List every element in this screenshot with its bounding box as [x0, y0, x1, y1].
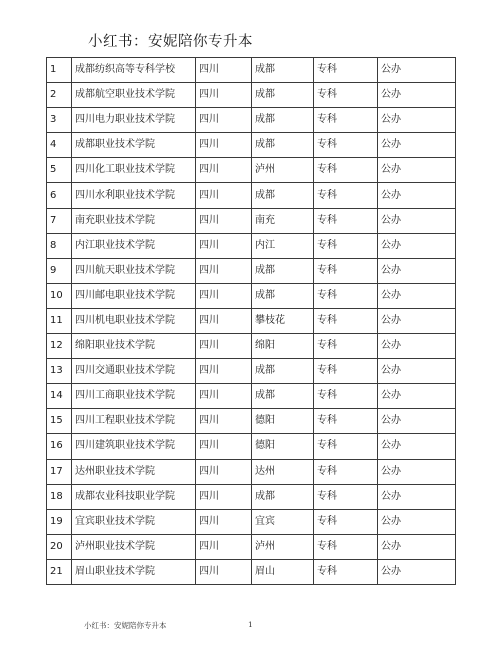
cell-ownership: 公办 [378, 258, 456, 283]
cell-ownership: 公办 [378, 158, 456, 183]
cell-city: 成都 [252, 484, 314, 509]
cell-level: 专科 [314, 534, 378, 559]
cell-province: 四川 [196, 459, 252, 484]
cell-city: 成都 [252, 83, 314, 108]
cell-number: 19 [47, 509, 72, 534]
table-row [47, 359, 456, 384]
cell-number: 3 [47, 108, 72, 133]
cell-number: 9 [47, 258, 72, 283]
table-row [47, 283, 456, 308]
cell-city: 成都 [252, 384, 314, 409]
cell-school-name: 四川交通职业技术学院 [72, 359, 196, 384]
table-row [47, 208, 456, 233]
cell-level: 专科 [314, 133, 378, 158]
table-row [47, 83, 456, 108]
table-row [47, 534, 456, 559]
cell-number: 8 [47, 233, 72, 258]
cell-school-name: 成都纺织高等专科学校 [72, 58, 196, 83]
table-container [46, 57, 456, 585]
page-title: 小红书：安妮陪你专升本 [88, 34, 253, 50]
cell-province: 四川 [196, 58, 252, 83]
cell-city: 成都 [252, 108, 314, 133]
cell-number: 11 [47, 308, 72, 333]
cell-number: 17 [47, 459, 72, 484]
table-row [47, 133, 456, 158]
cell-school-name: 成都航空职业技术学院 [72, 83, 196, 108]
cell-city: 攀枝花 [252, 308, 314, 333]
cell-school-name: 宜宾职业技术学院 [72, 509, 196, 534]
cell-ownership: 公办 [378, 359, 456, 384]
cell-ownership: 公办 [378, 384, 456, 409]
table-row [47, 559, 456, 584]
cell-province: 四川 [196, 158, 252, 183]
cell-school-name: 眉山职业技术学院 [72, 559, 196, 584]
table-row [47, 484, 456, 509]
cell-city: 成都 [252, 359, 314, 384]
cell-school-name: 四川建筑职业技术学院 [72, 434, 196, 459]
cell-province: 四川 [196, 258, 252, 283]
cell-level: 专科 [314, 208, 378, 233]
cell-province: 四川 [196, 484, 252, 509]
cell-city: 成都 [252, 58, 314, 83]
cell-number: 2 [47, 83, 72, 108]
cell-level: 专科 [314, 509, 378, 534]
cell-ownership: 公办 [378, 83, 456, 108]
cell-province: 四川 [196, 183, 252, 208]
table-row [47, 384, 456, 409]
cell-school-name: 四川化工职业技术学院 [72, 158, 196, 183]
cell-province: 四川 [196, 133, 252, 158]
cell-ownership: 公办 [378, 133, 456, 158]
cell-level: 专科 [314, 559, 378, 584]
table-row [47, 183, 456, 208]
cell-number: 18 [47, 484, 72, 509]
cell-province: 四川 [196, 384, 252, 409]
cell-province: 四川 [196, 434, 252, 459]
table-row [47, 434, 456, 459]
table-row [47, 158, 456, 183]
table-row [47, 334, 456, 359]
page-number: 1 [248, 620, 253, 629]
school-table [46, 57, 456, 585]
cell-province: 四川 [196, 208, 252, 233]
table-row [47, 409, 456, 434]
cell-province: 四川 [196, 359, 252, 384]
cell-ownership: 公办 [378, 534, 456, 559]
cell-level: 专科 [314, 58, 378, 83]
cell-city: 成都 [252, 133, 314, 158]
cell-province: 四川 [196, 108, 252, 133]
cell-school-name: 达州职业技术学院 [72, 459, 196, 484]
cell-ownership: 公办 [378, 409, 456, 434]
table-row [47, 233, 456, 258]
cell-level: 专科 [314, 459, 378, 484]
cell-level: 专科 [314, 334, 378, 359]
cell-school-name: 四川工商职业技术学院 [72, 384, 196, 409]
cell-ownership: 公办 [378, 509, 456, 534]
cell-city: 德阳 [252, 409, 314, 434]
cell-city: 眉山 [252, 559, 314, 584]
cell-province: 四川 [196, 308, 252, 333]
cell-number: 20 [47, 534, 72, 559]
cell-province: 四川 [196, 559, 252, 584]
cell-city: 成都 [252, 258, 314, 283]
table-row [47, 58, 456, 83]
cell-city: 内江 [252, 233, 314, 258]
cell-number: 5 [47, 158, 72, 183]
cell-school-name: 内江职业技术学院 [72, 233, 196, 258]
cell-province: 四川 [196, 83, 252, 108]
cell-school-name: 四川邮电职业技术学院 [72, 283, 196, 308]
cell-number: 1 [47, 58, 72, 83]
cell-ownership: 公办 [378, 334, 456, 359]
cell-city: 成都 [252, 283, 314, 308]
table-row [47, 509, 456, 534]
cell-level: 专科 [314, 409, 378, 434]
table-body [47, 58, 456, 585]
cell-school-name: 四川机电职业技术学院 [72, 308, 196, 333]
cell-level: 专科 [314, 258, 378, 283]
cell-city: 宜宾 [252, 509, 314, 534]
cell-number: 15 [47, 409, 72, 434]
cell-level: 专科 [314, 283, 378, 308]
cell-school-name: 四川工程职业技术学院 [72, 409, 196, 434]
cell-ownership: 公办 [378, 484, 456, 509]
cell-ownership: 公办 [378, 108, 456, 133]
cell-province: 四川 [196, 534, 252, 559]
cell-level: 专科 [314, 384, 378, 409]
cell-school-name: 绵阳职业技术学院 [72, 334, 196, 359]
cell-number: 21 [47, 559, 72, 584]
cell-school-name: 四川水利职业技术学院 [72, 183, 196, 208]
cell-number: 16 [47, 434, 72, 459]
cell-province: 四川 [196, 409, 252, 434]
cell-level: 专科 [314, 108, 378, 133]
cell-ownership: 公办 [378, 183, 456, 208]
table-row [47, 459, 456, 484]
cell-school-name: 四川航天职业技术学院 [72, 258, 196, 283]
cell-number: 7 [47, 208, 72, 233]
cell-level: 专科 [314, 183, 378, 208]
cell-ownership: 公办 [378, 459, 456, 484]
cell-ownership: 公办 [378, 58, 456, 83]
cell-level: 专科 [314, 233, 378, 258]
cell-province: 四川 [196, 233, 252, 258]
cell-province: 四川 [196, 334, 252, 359]
cell-school-name: 成都职业技术学院 [72, 133, 196, 158]
cell-city: 泸州 [252, 534, 314, 559]
cell-province: 四川 [196, 283, 252, 308]
footer-text: 小红书：安妮陪你专升本 [84, 621, 167, 630]
cell-level: 专科 [314, 434, 378, 459]
cell-school-name: 南充职业技术学院 [72, 208, 196, 233]
cell-level: 专科 [314, 484, 378, 509]
cell-number: 6 [47, 183, 72, 208]
cell-province: 四川 [196, 509, 252, 534]
table-row [47, 258, 456, 283]
cell-ownership: 公办 [378, 308, 456, 333]
cell-city: 德阳 [252, 434, 314, 459]
cell-number: 4 [47, 133, 72, 158]
table-row [47, 108, 456, 133]
cell-city: 达州 [252, 459, 314, 484]
cell-city: 绵阳 [252, 334, 314, 359]
cell-level: 专科 [314, 308, 378, 333]
cell-number: 14 [47, 384, 72, 409]
cell-ownership: 公办 [378, 283, 456, 308]
cell-school-name: 四川电力职业技术学院 [72, 108, 196, 133]
cell-number: 10 [47, 283, 72, 308]
cell-number: 13 [47, 359, 72, 384]
cell-school-name: 成都农业科技职业学院 [72, 484, 196, 509]
cell-ownership: 公办 [378, 233, 456, 258]
cell-city: 泸州 [252, 158, 314, 183]
cell-level: 专科 [314, 83, 378, 108]
cell-number: 12 [47, 334, 72, 359]
table-row [47, 308, 456, 333]
cell-level: 专科 [314, 158, 378, 183]
cell-city: 南充 [252, 208, 314, 233]
cell-city: 成都 [252, 183, 314, 208]
cell-level: 专科 [314, 359, 378, 384]
cell-ownership: 公办 [378, 208, 456, 233]
cell-ownership: 公办 [378, 434, 456, 459]
cell-ownership: 公办 [378, 559, 456, 584]
cell-school-name: 泸州职业技术学院 [72, 534, 196, 559]
